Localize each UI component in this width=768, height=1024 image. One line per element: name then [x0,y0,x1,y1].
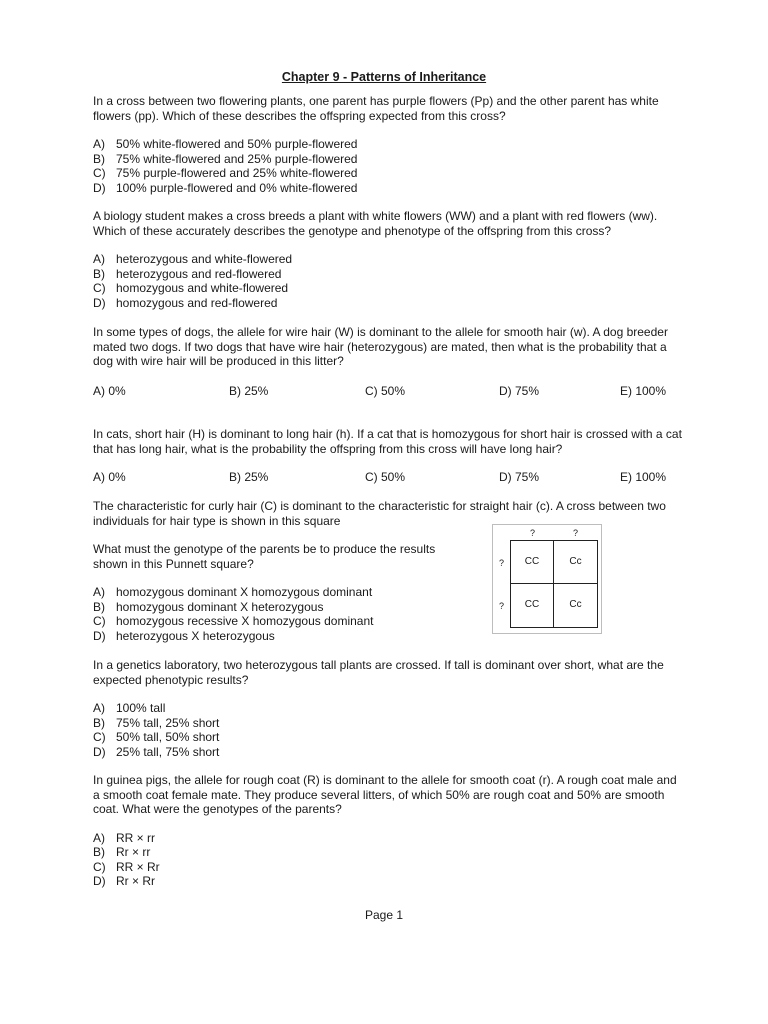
question-4 [93,427,683,456]
answer-option: A) homozygous dominant X homozygous dominant [93,585,373,599]
answer-option: B) 25% [229,470,269,484]
answer-option: E) 100% [620,470,667,484]
page-title: Chapter 9 - Patterns of Inheritance [281,70,487,84]
parent-allele-label: ? [499,558,505,568]
parent-allele-label: ? [499,601,505,611]
answer-option: D) 75% [499,470,540,484]
answer-option: C) homozygous recessive X homozygous dominant [93,614,374,628]
punnett-grid [510,540,598,628]
question-7 [93,773,683,889]
answer-options [93,831,683,889]
parent-allele-label: ? [573,528,579,538]
answer-option: C) 50% tall, 50% short [93,730,220,744]
answer-options [93,137,683,195]
answer-option: A) heterozygous and white-flowered [93,252,293,266]
answer-option: D) homozygous and red-flowered [93,295,278,310]
question-2 [93,209,683,310]
question-stem: What must the genotype of the parents be to produce the results shown in this Punnett square? [93,542,436,571]
answer-option: B) homozygous dominant X heterozygous [93,599,324,614]
answer-option: A) 0% [93,384,126,398]
answer-option: B) heterozygous and red-flowered [93,266,282,281]
question-stem: In cats, short hair (H) is dominant to long hair (h). If a cat that is homozygous for short hair is crossed with a cat that has long hair, what is the probability the offspring from this cross will have long hair? [93,427,682,456]
answer-option: D) 75% [499,384,540,398]
parent-allele-label: ? [530,528,536,538]
answer-options [93,470,683,485]
answer-option: C) 50% [365,470,406,484]
punnett-cell: CC [511,584,554,627]
answer-option: E) 100% [620,384,667,398]
answer-option: D) 25% tall, 75% short [93,744,220,759]
answer-option: A) 100% tall [93,701,166,715]
answer-options [93,701,683,759]
answer-option: D) Rr × Rr [93,874,155,888]
answer-option: C) 50% [365,384,406,398]
answer-option: A) RR × rr [93,830,155,845]
page-number: Page 1 [364,908,404,922]
answer-option: C) 75% purple-flowered and 25% white-flowered [93,166,358,180]
answer-options [93,384,683,399]
answer-option: A) 0% [93,470,126,484]
punnett-square [492,524,602,634]
punnett-cell: Cc [569,599,582,611]
question-stem: In some types of dogs, the allele for wire hair (W) is dominant to the allele for smooth hair (w). A dog breeder mated two dogs. If two dogs that have wire hair (heterozygous) are mated, then what is the probability that a dog with wire hair will be produced in this litter? [93,325,668,368]
answer-option: D) heterozygous X heterozygous [93,628,275,643]
answer-option: C) homozygous and white-flowered [93,281,289,295]
answer-option: C) RR × Rr [93,859,160,874]
question-stem: A biology student makes a cross breeds a plant with white flowers (WW) and a plant with red flowers (ww). Which of these accurately describes the genotype and phenotype of the offspring from this cross? [93,209,658,238]
answer-options [93,585,488,643]
punnett-cell: Cc [554,541,597,584]
answer-option: D) 100% purple-flowered and 0% white-flowered [93,180,358,195]
question-intro: The characteristic for curly hair (C) is dominant to the characteristic for straight hair (c). A cross between two individuals for hair type is shown in this square [93,499,666,528]
answer-option: B) 75% tall, 25% short [93,715,220,730]
punnett-cell: CC [511,541,554,584]
answer-option: B) Rr × rr [93,845,151,859]
question-3 [93,325,683,369]
answer-options [93,252,683,310]
answer-option: B) 75% white-flowered and 25% purple-flowered [93,151,358,166]
question-1 [93,94,683,195]
question-stem: In guinea pigs, the allele for rough coat (R) is dominant to the allele for smooth coat (r). A rough coat male and a smooth coat female mate. They produce several litters, of which 50% are rough coat and 50% are smooth coat. What were the genotypes of the parents? [93,773,677,816]
answer-option: B) 25% [229,384,269,398]
answer-option: A) 50% white-flowered and 50% purple-flowered [93,137,358,151]
question-stem: In a genetics laboratory, two heterozygous tall plants are crossed. If tall is dominant over short, what are the expected phenotypic results? [93,658,664,687]
question-stem: In a cross between two flowering plants, one parent has purple flowers (Pp) and the other parent has white flowers (pp). Which of these describes the offspring expected from this cross? [93,94,659,123]
question-6 [93,658,683,759]
